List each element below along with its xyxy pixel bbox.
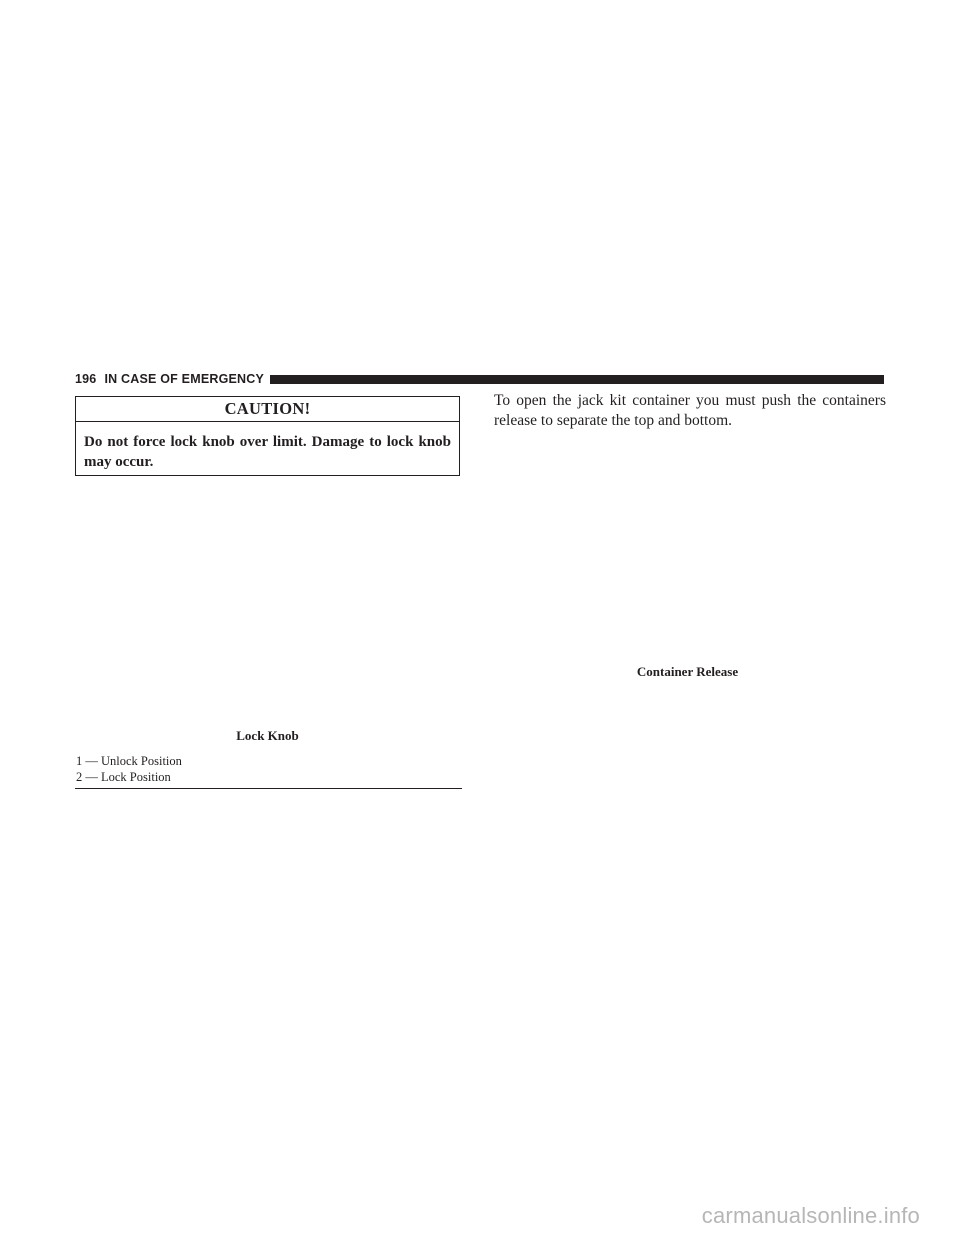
caution-title: CAUTION! xyxy=(76,397,459,422)
legend-item-lock: 2 — Lock Position xyxy=(76,770,171,784)
lock-knob-caption: Lock Knob xyxy=(236,728,299,743)
body-paragraph: To open the jack kit container you must push the containers release to separate the top and bottom. xyxy=(494,392,886,429)
page-header xyxy=(75,371,884,387)
caution-text: Do not force lock knob over limit. Damage to lock knob may occur. xyxy=(84,434,451,470)
lock-knob-legend xyxy=(76,753,462,785)
caution-box xyxy=(75,396,460,476)
header-rule xyxy=(270,375,884,384)
watermark: carmanualsonline.info xyxy=(701,1203,920,1228)
container-release-caption: Container Release xyxy=(636,664,739,679)
section-title: IN CASE OF EMERGENCY xyxy=(104,372,265,386)
legend-rule xyxy=(75,788,462,789)
running-head xyxy=(75,372,264,386)
page-number: 196 xyxy=(75,372,97,386)
legend-item-unlock: 1 — Unlock Position xyxy=(76,754,182,768)
